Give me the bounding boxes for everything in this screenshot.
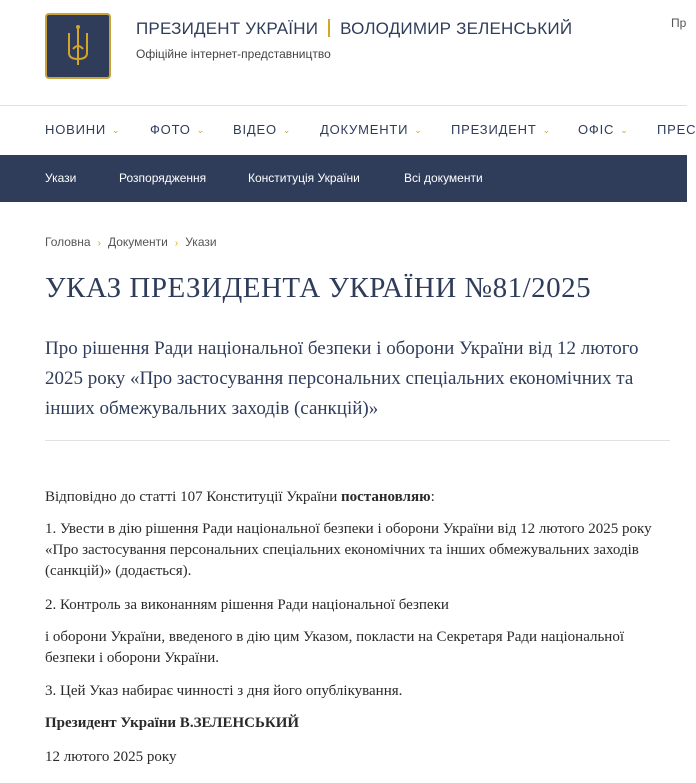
subnav-item-decrees[interactable]: Укази xyxy=(45,171,77,185)
site-title-name[interactable]: ВОЛОДИМИР ЗЕЛЕНСЬКИЙ xyxy=(340,19,573,38)
document-paragraph-2b: і оборони України, введеного в дію цим Указом, покласти на Секретаря Ради національної безпеки і оборони України. xyxy=(45,629,625,666)
document-subtitle: Про рішення Ради національної безпеки і оборони України від 12 лютого 2025 року «Про застосування персональних спеціальних економічних та інших обмежувальних заходів (санкцій)» xyxy=(45,338,639,419)
nav-item-video[interactable] xyxy=(233,122,291,137)
chevron-down-icon: ⌄ xyxy=(282,125,292,135)
nav-item-label: ОФІС xyxy=(578,122,615,137)
site-header xyxy=(0,0,687,106)
chevron-right-icon: › xyxy=(97,238,101,249)
nav-item-news[interactable] xyxy=(45,122,120,137)
nav-item-label: ВІДЕО xyxy=(233,122,277,137)
chevron-down-icon: ⌄ xyxy=(196,125,206,135)
subnav-item-orders[interactable]: Розпорядження xyxy=(119,171,207,185)
intro-text: Відповідно до статті 107 Конституції України xyxy=(45,489,342,505)
chevron-right-icon: › xyxy=(174,238,179,249)
nav-item-documents[interactable] xyxy=(320,122,423,137)
subnav-item-all-documents[interactable]: Всі документи xyxy=(404,171,483,185)
breadcrumb xyxy=(45,235,217,249)
language-switch[interactable]: Пр xyxy=(671,16,687,30)
chevron-down-icon: ⌄ xyxy=(542,125,551,135)
nav-item-label: ПРЕС xyxy=(657,122,696,137)
document-paragraph-3: 3. Цей Указ набирає чинності з дня його опублікування. xyxy=(45,683,403,699)
nav-item-label: ПРЕЗИДЕНТ xyxy=(451,122,537,137)
nav-item-office[interactable] xyxy=(578,122,629,137)
document-date: 12 лютого 2025 року xyxy=(45,749,177,765)
document-paragraph-1: 1. Увести в дію рішення Ради національної безпеки і оборони України від 12 лютого 2025 року «Про застосування персональних спеціальних економічних та інших обмежувальних заходів (санкцій)» (додається). xyxy=(45,521,652,579)
nav-item-label: НОВИНИ xyxy=(45,122,107,137)
site-title[interactable] xyxy=(136,19,572,39)
nav-item-photo[interactable] xyxy=(150,122,205,137)
nav-item-label: ДОКУМЕНТИ xyxy=(320,122,409,137)
site-subtitle: Офіційне інтернет-представництво xyxy=(136,47,331,61)
main-nav xyxy=(0,106,696,155)
chevron-down-icon: ⌄ xyxy=(112,125,121,135)
breadcrumb-decrees[interactable]: Укази xyxy=(185,235,217,249)
nav-item-press[interactable] xyxy=(657,122,696,137)
chevron-down-icon: ⌄ xyxy=(414,125,423,135)
site-title-president[interactable]: ПРЕЗИДЕНТ УКРАЇНИ xyxy=(136,19,319,38)
document-intro xyxy=(45,487,675,508)
intro-bold: постановляю xyxy=(341,489,431,505)
document-signature: Президент України В.ЗЕЛЕНСЬКИЙ xyxy=(45,715,300,731)
chevron-down-icon: ⌄ xyxy=(620,125,629,135)
nav-item-president[interactable] xyxy=(451,122,551,137)
title-separator xyxy=(328,19,330,37)
intro-end: : xyxy=(430,489,435,505)
breadcrumb-documents[interactable]: Документи xyxy=(107,235,168,249)
divider xyxy=(45,440,670,441)
trident-emblem-icon[interactable] xyxy=(45,13,111,79)
document-paragraph-2a: 2. Контроль за виконанням рішення Ради національної безпеки xyxy=(45,597,449,613)
sub-nav xyxy=(0,155,687,202)
breadcrumb-home[interactable]: Головна xyxy=(45,235,91,249)
subnav-item-constitution[interactable]: Конституція України xyxy=(248,171,360,185)
page-title: УКАЗ ПРЕЗИДЕНТА УКРАЇНИ №81/2025 xyxy=(45,272,592,304)
nav-item-label: ФОТО xyxy=(150,122,191,137)
